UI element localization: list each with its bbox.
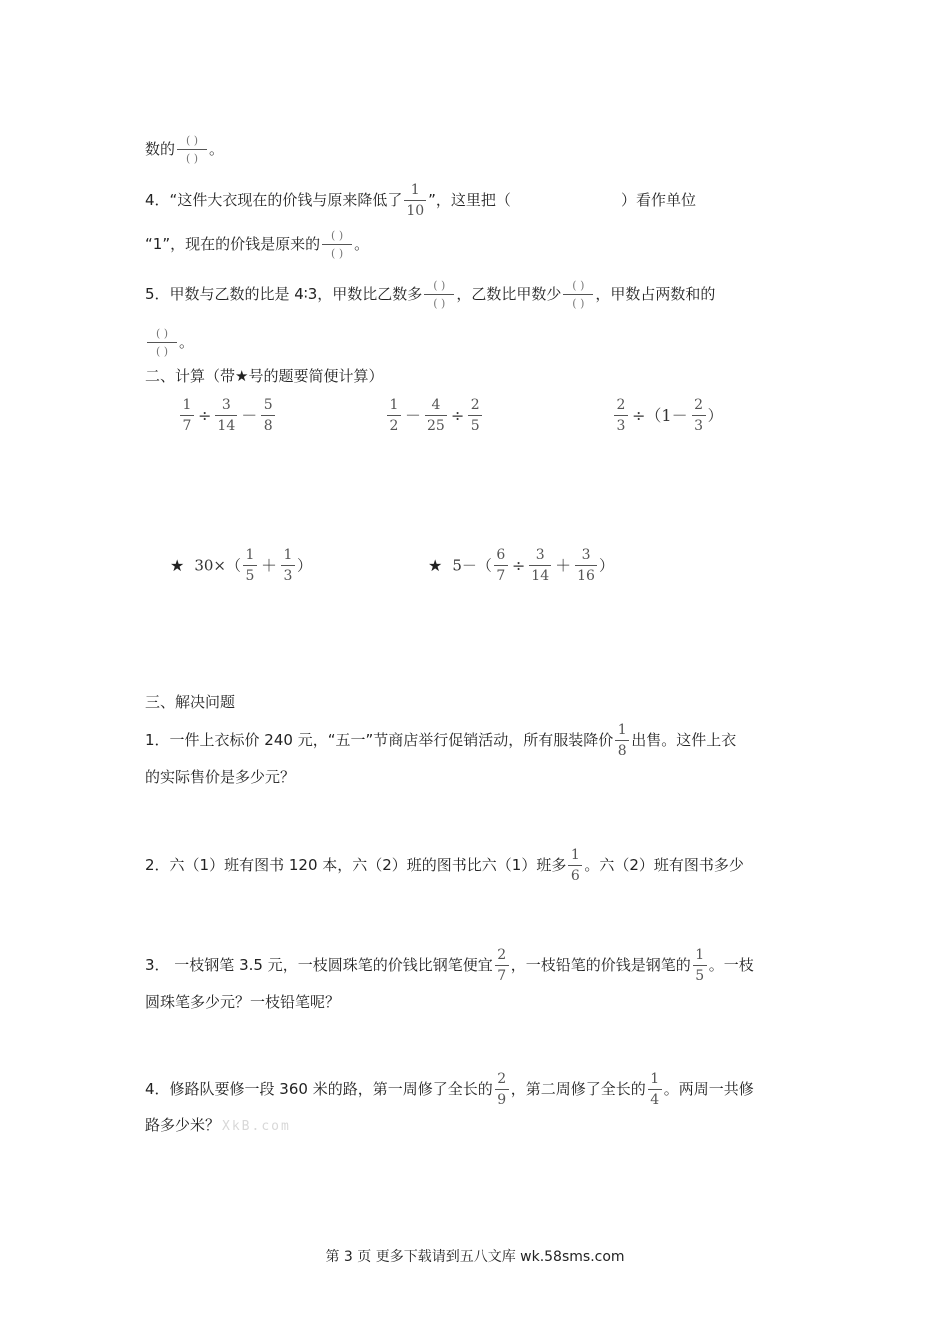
q5-blank-fraction-3: $\frac{( )}{( )}$: [147, 328, 177, 357]
calc-expr-1: $\frac{1}{7}$ ÷ $\frac{3}{14}$ － $\frac{5}{8}$: [178, 398, 277, 433]
q4-blank-fraction: $\frac{( )}{( )}$: [322, 230, 352, 259]
problem-3-line1: 3． 一枝钢笔 3.5 元，一枝圆珠笔的价钱比钢笔便宜 $\frac{2}{7}$ ，一枝铅笔的价钱是钢笔的 $\frac{1}{5}$ 。一枝: [145, 947, 754, 984]
q5-line2: $\frac{( )}{( )}$ 。: [145, 328, 194, 357]
star-icon: ★: [428, 555, 443, 575]
q4-line1: 4．“这件大衣现在的价钱与原来降低了 $\frac{1}{10}$ ”，这里把（ ）看作单位: [145, 182, 696, 219]
q4-line2: “1”，现在的价钱是原来的 $\frac{( )}{( )}$ 。: [145, 229, 370, 260]
q3-tail: 数的 $\frac{( )}{( )}$ 。: [145, 134, 225, 165]
q3-blank-fraction: $\frac{( )}{( )}$: [177, 135, 207, 164]
q5-blank-fraction-1: $\frac{( )}{( )}$: [424, 280, 454, 309]
calc-expr-2: $\frac{1}{2}$ － $\frac{4}{25}$ ÷ $\frac{2}{5}$: [385, 398, 484, 433]
calc-expr-5: ★ 5－（ $\frac{6}{7}$ ÷ $\frac{3}{14}$ ＋ $\frac{3}{16}$ ）: [428, 547, 614, 584]
calc-expr-4: ★ 30×（ $\frac{1}{5}$ ＋ $\frac{1}{3}$ ）: [170, 547, 313, 584]
problem-1-line1: 1．一件上衣标价 240 元，“五一”节商店举行促销活动，所有服装降价 $\frac{1}{8}$ 出售。这件上衣: [145, 722, 737, 759]
problem-4-line2: 路多少米？ XkB.com: [145, 1116, 291, 1134]
problem-3-line2: 圆珠笔多少元？一枝铅笔呢？: [145, 993, 341, 1011]
q5-line1: 5．甲数与乙数的比是 4∶3，甲数比乙数多 $\frac{( )}{( )}$ ，乙数比甲数少 $\frac{( )}{( )}$ ，甲数占两数和的: [145, 279, 716, 310]
star-icon: ★: [170, 555, 185, 575]
q5-blank-fraction-2: $\frac{( )}{( )}$: [563, 280, 593, 309]
page-footer: 第 3 页 更多下载请到五八文库 wk.58sms.com: [325, 1249, 625, 1265]
calc-expr-3: $\frac{2}{3}$ ÷（1－ $\frac{2}{3}$ ）: [612, 398, 723, 433]
problem-2: 2．六（1）班有图书 120 本，六（2）班的图书比六（1）班多 $\frac{1}{6}$ 。六（2）班有图书多少: [145, 847, 744, 884]
section2-title: 二、计算（带★号的题要简便计算）: [145, 367, 384, 385]
problem-1-line2: 的实际售价是多少元？: [145, 768, 296, 786]
problem-4-line1: 4．修路队要修一段 360 米的路，第一周修了全长的 $\frac{2}{9}$ ，第二周修了全长的 $\frac{1}{4}$ 。两周一共修: [145, 1071, 754, 1108]
watermark: XkB.com: [222, 1119, 291, 1134]
q3-tail-text: 数的: [145, 140, 176, 158]
q4-fraction: $\frac{1}{10}$: [406, 182, 425, 219]
section3-title: 三、解决问题: [145, 693, 236, 711]
